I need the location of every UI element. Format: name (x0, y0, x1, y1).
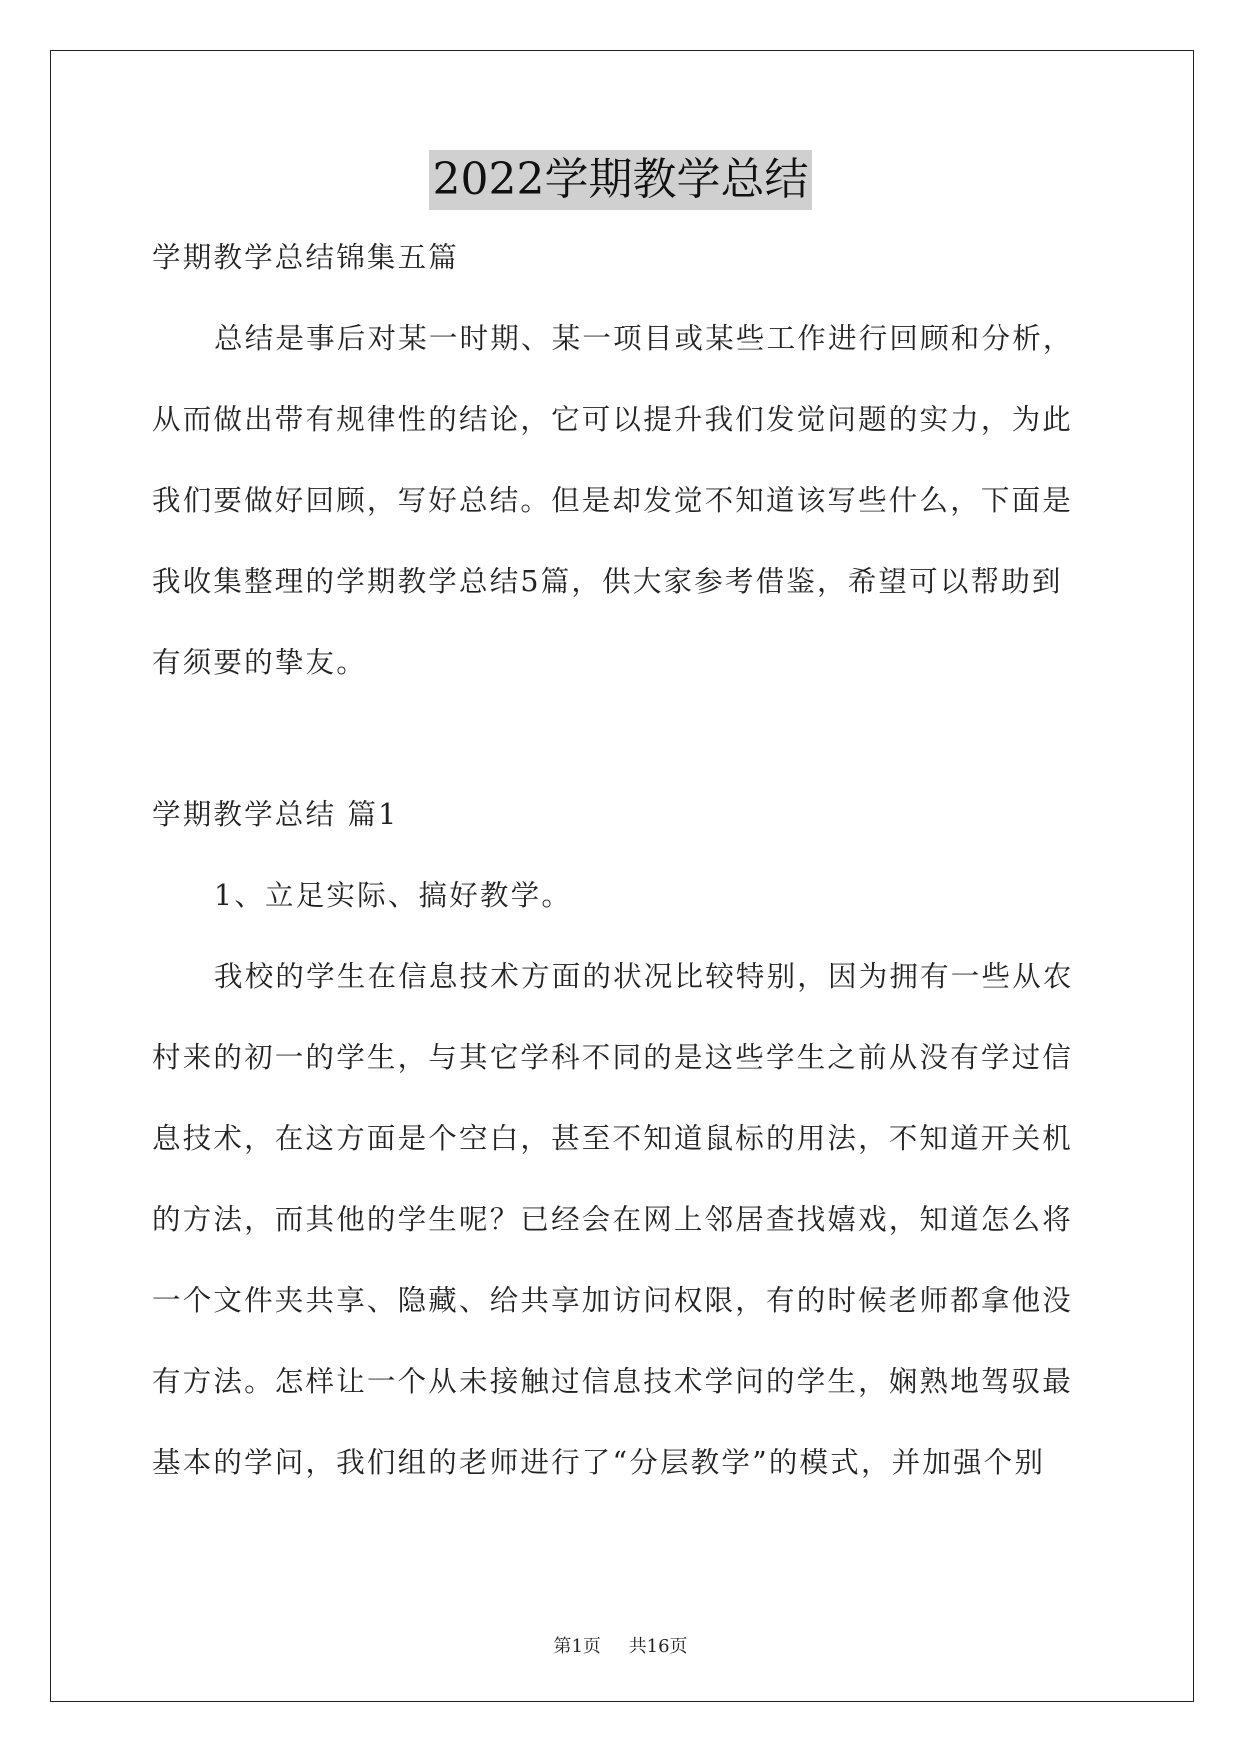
page-number: 第1页 (553, 1636, 601, 1657)
text-line: 一个文件夹共享、隐藏、给共享加访问权限，有的时候老师都拿他没 (152, 1284, 1074, 1317)
text-line: 1、立足实际、搞好教学。 (214, 879, 573, 912)
text-line: 村来的初一的学生，与其它学科不同的是这些学生之前从没有学过信 (152, 1041, 1074, 1074)
text-line: 我们要做好回顾，写好总结。但是却发觉不知道该写些什么，下面是 (152, 484, 1074, 517)
total-pages: 共16页 (628, 1636, 688, 1657)
text-line: 的方法，而其他的学生呢？已经会在网上邻居查找嬉戏，知道怎么将 (152, 1203, 1074, 1236)
paragraph-gap (152, 711, 1092, 782)
text-line: 我收集整理的学期教学总结5篇，供大家参考借鉴，希望可以帮助到 (152, 565, 1063, 598)
text-line: 基本的学问，我们组的老师进行了“分层教学”的模式，并加强个别 (152, 1446, 1046, 1479)
document-body (152, 225, 1092, 1511)
text-line: 从而做出带有规律性的结论，它可以提升我们发觉问题的实力，为此 (152, 403, 1074, 436)
title-container (0, 150, 1241, 210)
text-line: 我校的学生在信息技术方面的状况比较特别，因为拥有一些从农 (214, 960, 1074, 993)
text-line: 学期教学总结锦集五篇 (152, 241, 460, 274)
text-line: 学期教学总结 篇1 (152, 798, 399, 831)
page-footer (0, 1632, 1241, 1658)
text-line: 有方法。怎样让一个从未接触过信息技术学问的学生，娴熟地驾驭最 (152, 1365, 1074, 1398)
text-line: 有须要的挚友。 (152, 646, 367, 679)
document-title: 2022学期教学总结 (429, 150, 813, 210)
text-line: 息技术，在这方面是个空白，甚至不知道鼠标的用法，不知道开关机 (152, 1122, 1074, 1155)
text-line: 总结是事后对某一时期、某一项目或某些工作进行回顾和分析， (214, 322, 1074, 355)
